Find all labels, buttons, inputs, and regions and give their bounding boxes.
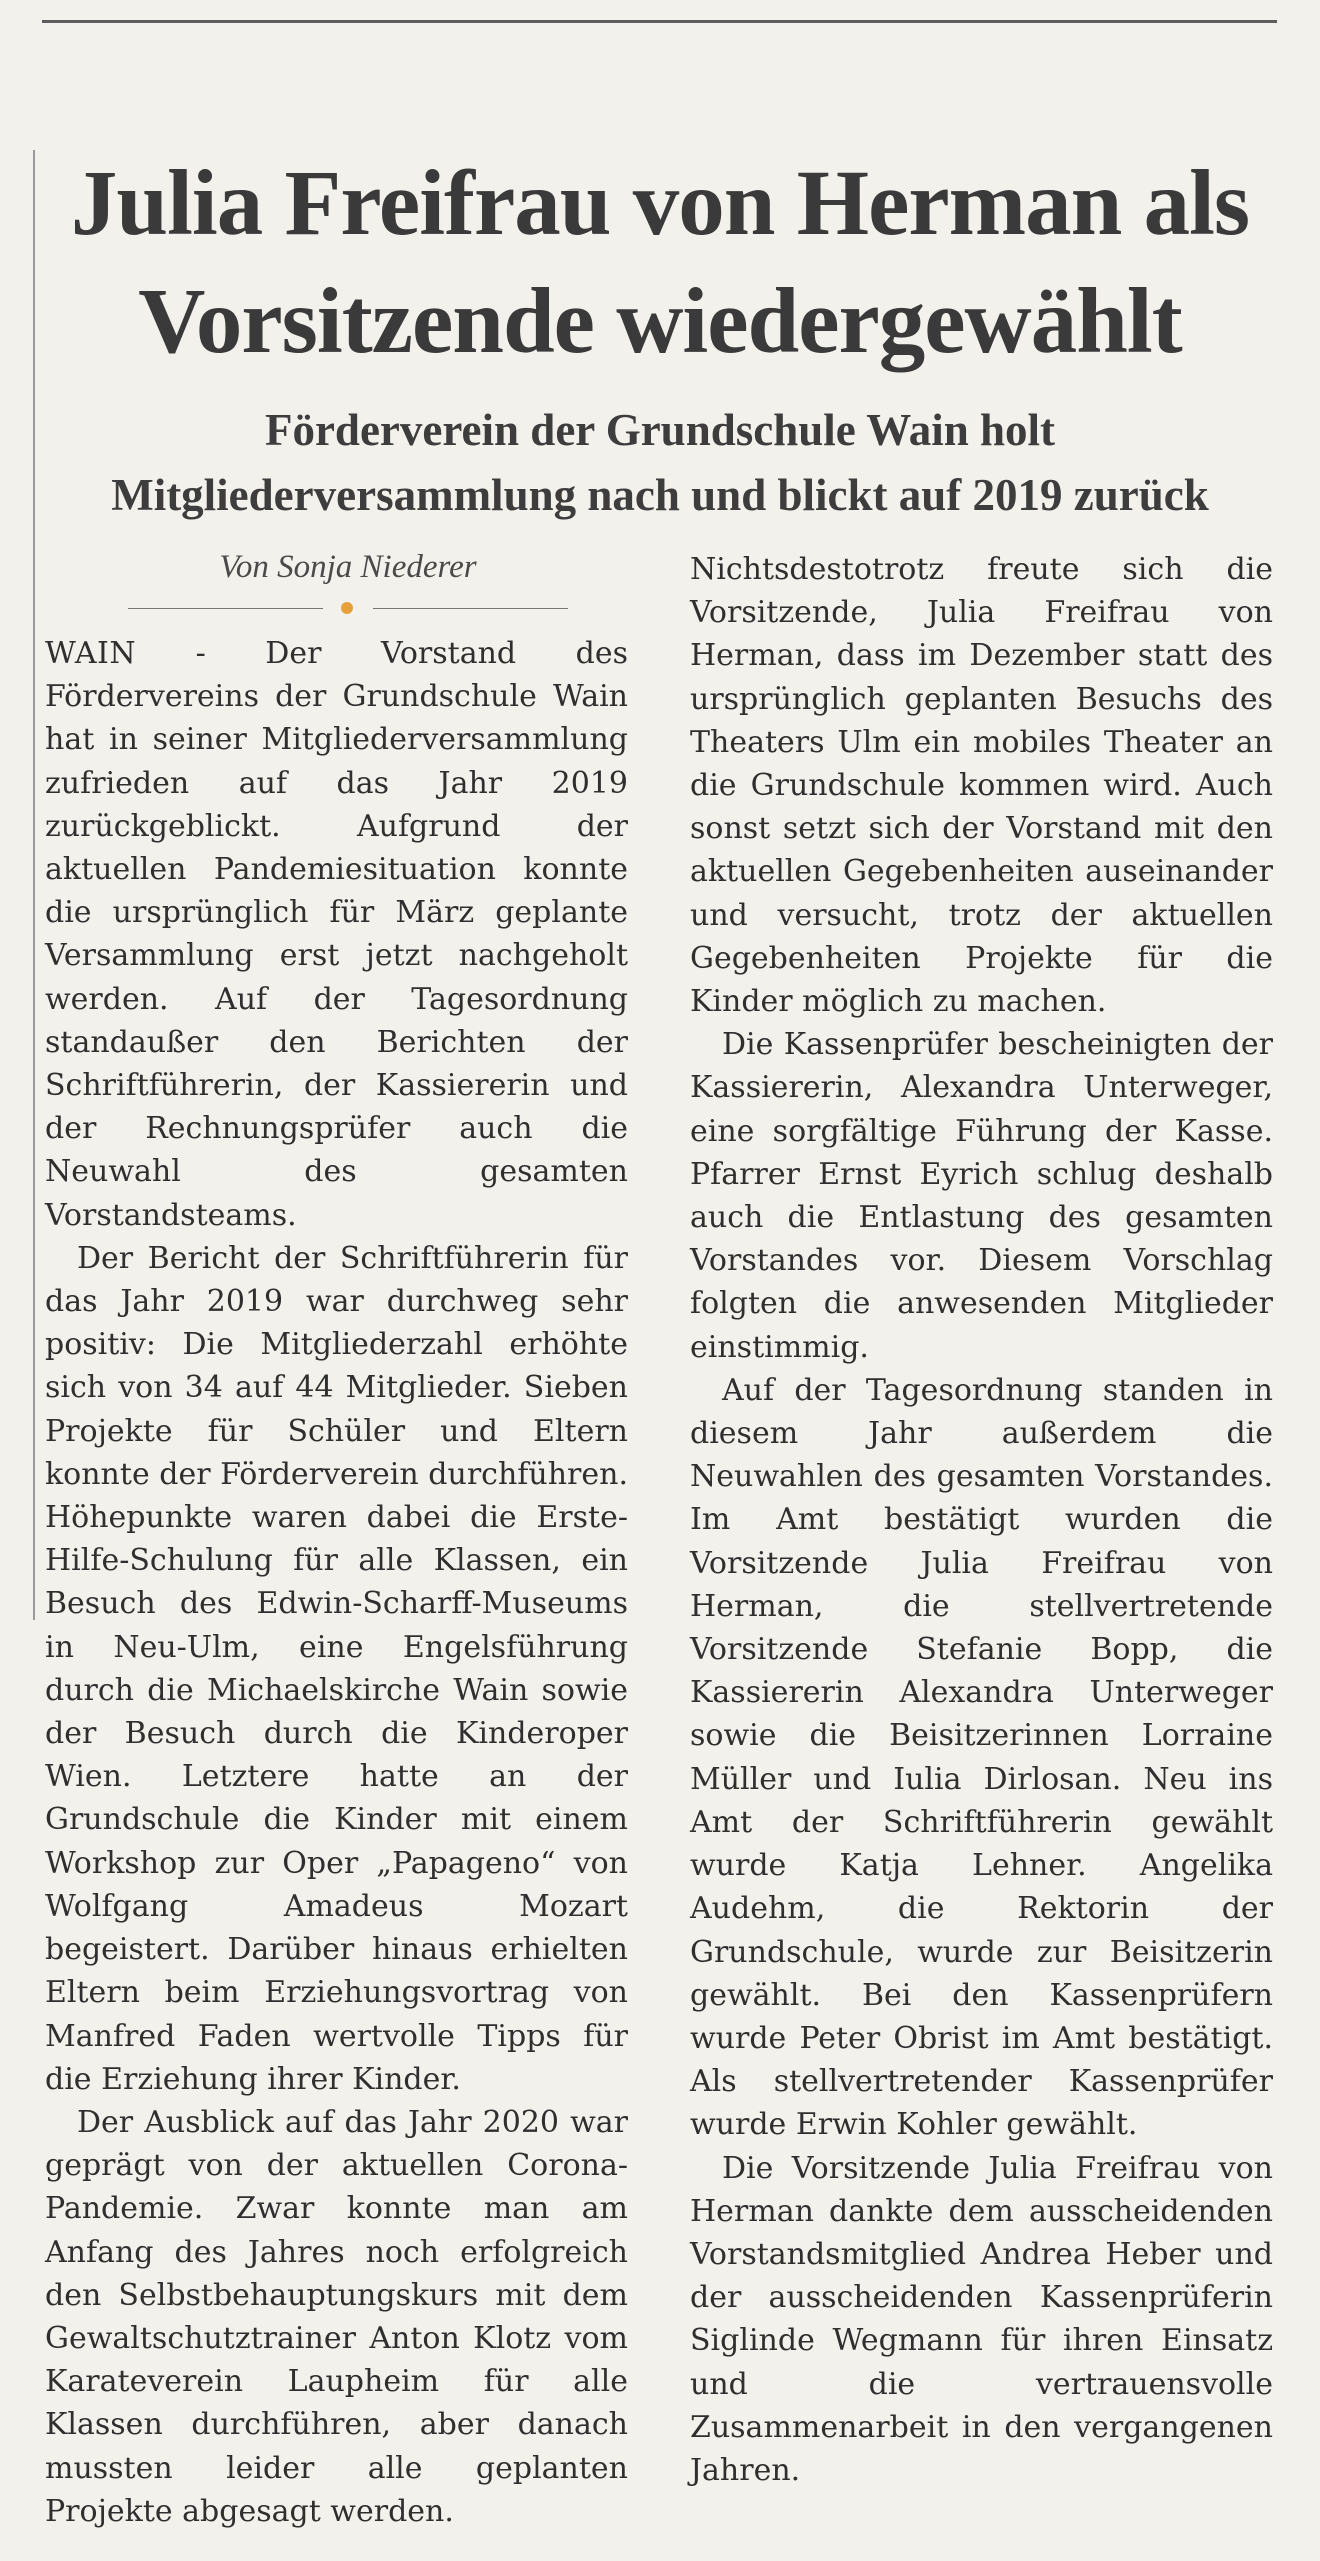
dateline: WAIN (45, 636, 137, 671)
paragraph-text: - Der Vorstand des Fördervereins der Grundschule Wain hat in seiner Mitgliederversammlung zufrieden auf das Jahr 2019 zurückgeblickt. Aufgrund der aktuellen Pandemiesituation konnte die ursprünglich für März geplante Versammlung erst jetzt nachgeholt werden. Auf der Tagesordnung standaußer den Berichten der Schriftführerin, der Kassiererin und der Rechnungsprüfer auch die Neuwahl des gesamten Vorstandsteams. (45, 636, 629, 1233)
subheadline: Förderverein der Grundschule Wain holt Mitgliederversammlung nach und blickt auf 2019 zurück (111, 405, 1209, 520)
article-column-right (690, 548, 1273, 2492)
paragraph (45, 632, 628, 1237)
byline: Von Sonja Niederer (219, 549, 477, 585)
byline-block (128, 545, 568, 619)
paragraph: Der Ausblick auf das Jahr 2020 war geprägt von der aktuellen Corona-Pandemie. Zwar konnte man am Anfang des Jahres noch erfolgreich den Selbstbehauptungskurs mit dem Gewaltschutztrainer Anton Klotz vom Karateverein Laupheim für alle Klassen durchführen, aber danach mussten leider alle geplanten Projekte abgesagt werden. (45, 2104, 628, 2529)
article-column-left (45, 632, 628, 2533)
divider-line-right (373, 608, 568, 609)
paragraph: Der Bericht der Schriftführerin für das Jahr 2019 war durchweg sehr positiv: Die Mitgliederzahl erhöhte sich von 34 auf 44 Mitglieder. Sieben Projekte für Schüler und Eltern konnte der Förderverein durchführen. Höhepunkte waren dabei die Erste-Hilfe-Schulung für alle Klassen, ein Besuch des Edwin-Scharff-Museums in Neu-Ulm, eine Engelsführung durch die Michaelskirche Wain sowie der Besuch durch die Kinderoper Wien. Letztere hatte an der Grundschule die Kinder mit einem Workshop zur Oper „Papageno“ von Wolfgang Amadeus Mozart begeistert. Darüber hinaus erhielten Eltern beim Erziehungsvortrag von Manfred Faden wertvolle Tipps für die Erziehung ihrer Kinder. (45, 1240, 628, 2097)
left-margin-rule (33, 150, 35, 1620)
paragraph: Die Vorsitzende Julia Freifrau von Herman dankte dem ausscheidenden Vorstandsmitglied Andrea Heber und der ausscheidenden Kassenprüferin Siglinde Wegmann für ihren Einsatz und die vertrauensvolle Zusammenarbeit in den vergangenen Jahren. (690, 2150, 1273, 2488)
headline: Julia Freifrau von Herman als Vorsitzende wiedergewählt (70, 152, 1250, 373)
paragraph: Nichtsdestotrotz freute sich die Vorsitzende, Julia Freifrau von Herman, dass im Dezember statt des ursprünglich geplanten Besuchs des Theaters Ulm ein mobiles Theater an die Grundschule kommen wird. Auch sonst setzt sich der Vorstand mit den aktuellen Gegebenheiten auseinander und versucht, trotz der aktuellen Gegebenheiten Projekte für die Kinder möglich zu machen. (690, 552, 1273, 1020)
paragraph: Die Kassenprüfer bescheinigten der Kassiererin, Alexandra Unterweger, eine sorgfältige Führung der Kasse. Pfarrer Ernst Eyrich schlug deshalb auch die Entlastung des gesamten Vorstandes vor. Diesem Vorschlag folgten die anwesenden Mitglieder einstimmig. (690, 1027, 1273, 1365)
top-rule (42, 20, 1277, 23)
byline-divider (128, 599, 568, 619)
paragraph: Auf der Tagesordnung standen in diesem Jahr außerdem die Neuwahlen des gesamten Vorstandes. Im Amt bestätigt wurden die Vorsitzende Julia Freifrau von Herman, die stellvertretende Vorsitzende Stefanie Bopp, die Kassiererin Alexandra Unterweger sowie die Beisitzerinnen Lorraine Müller und Iulia Dirlosan. Neu ins Amt der Schriftführerin gewählt wurde Katja Lehner. Angelika Audehm, die Rektorin der Grundschule, wurde zur Beisitzerin gewählt. Bei den Kassenprüfern wurde Peter Obrist im Amt bestätigt. Als stellvertretender Kassenprüfer wurde Erwin Kohler gewählt. (690, 1372, 1273, 2143)
divider-line-left (128, 608, 323, 609)
divider-dot (341, 602, 353, 614)
